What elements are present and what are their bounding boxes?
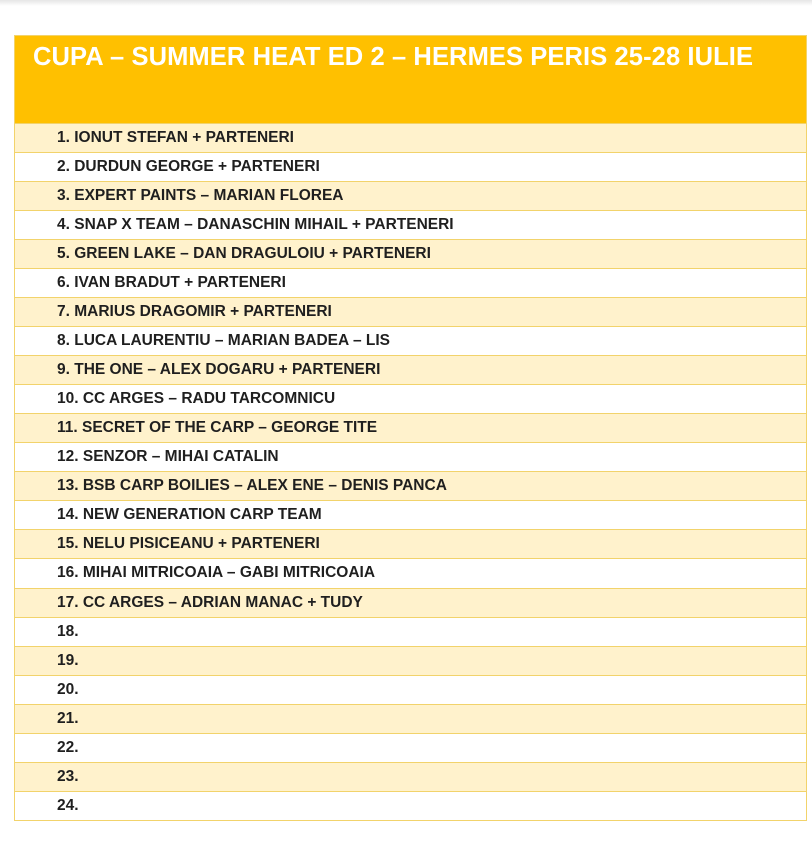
table-row: 18. — [15, 617, 806, 646]
table-row: 1. IONUT STEFAN + PARTENERI — [15, 123, 806, 152]
table-row: 20. — [15, 675, 806, 704]
table-row: 14. NEW GENERATION CARP TEAM — [15, 500, 806, 529]
table-row: 23. — [15, 762, 806, 791]
table-row: 22. — [15, 733, 806, 762]
table-row: 3. EXPERT PAINTS – MARIAN FLOREA — [15, 181, 806, 210]
table-row: 4. SNAP X TEAM – DANASCHIN MIHAIL + PARTENERI — [15, 210, 806, 239]
table-row: 17. CC ARGES – ADRIAN MANAC + TUDY — [15, 588, 806, 617]
table-row: 6. IVAN BRADUT + PARTENERI — [15, 268, 806, 297]
table-row: 8. LUCA LAURENTIU – MARIAN BADEA – LIS — [15, 326, 806, 355]
table-row: 9. THE ONE – ALEX DOGARU + PARTENERI — [15, 355, 806, 384]
table-row: 12. SENZOR – MIHAI CATALIN — [15, 442, 806, 471]
table-row: 15. NELU PISICEANU + PARTENERI — [15, 529, 806, 558]
registration-table — [14, 35, 807, 821]
table-row: 21. — [15, 704, 806, 733]
table-row: 13. BSB CARP BOILIES – ALEX ENE – DENIS PANCA — [15, 471, 806, 500]
table-row: 24. — [15, 791, 806, 820]
top-shadow — [0, 0, 812, 6]
table-row: 2. DURDUN GEORGE + PARTENERI — [15, 152, 806, 181]
table-title: CUPA – SUMMER HEAT ED 2 – HERMES PERIS 25-28 IULIE — [15, 36, 806, 123]
table-row: 16. MIHAI MITRICOAIA – GABI MITRICOAIA — [15, 558, 806, 587]
table-row: 19. — [15, 646, 806, 675]
table-row: 11. SECRET OF THE CARP – GEORGE TITE — [15, 413, 806, 442]
table-row: 5. GREEN LAKE – DAN DRAGULOIU + PARTENERI — [15, 239, 806, 268]
table-row: 10. CC ARGES – RADU TARCOMNICU — [15, 384, 806, 413]
table-row: 7. MARIUS DRAGOMIR + PARTENERI — [15, 297, 806, 326]
